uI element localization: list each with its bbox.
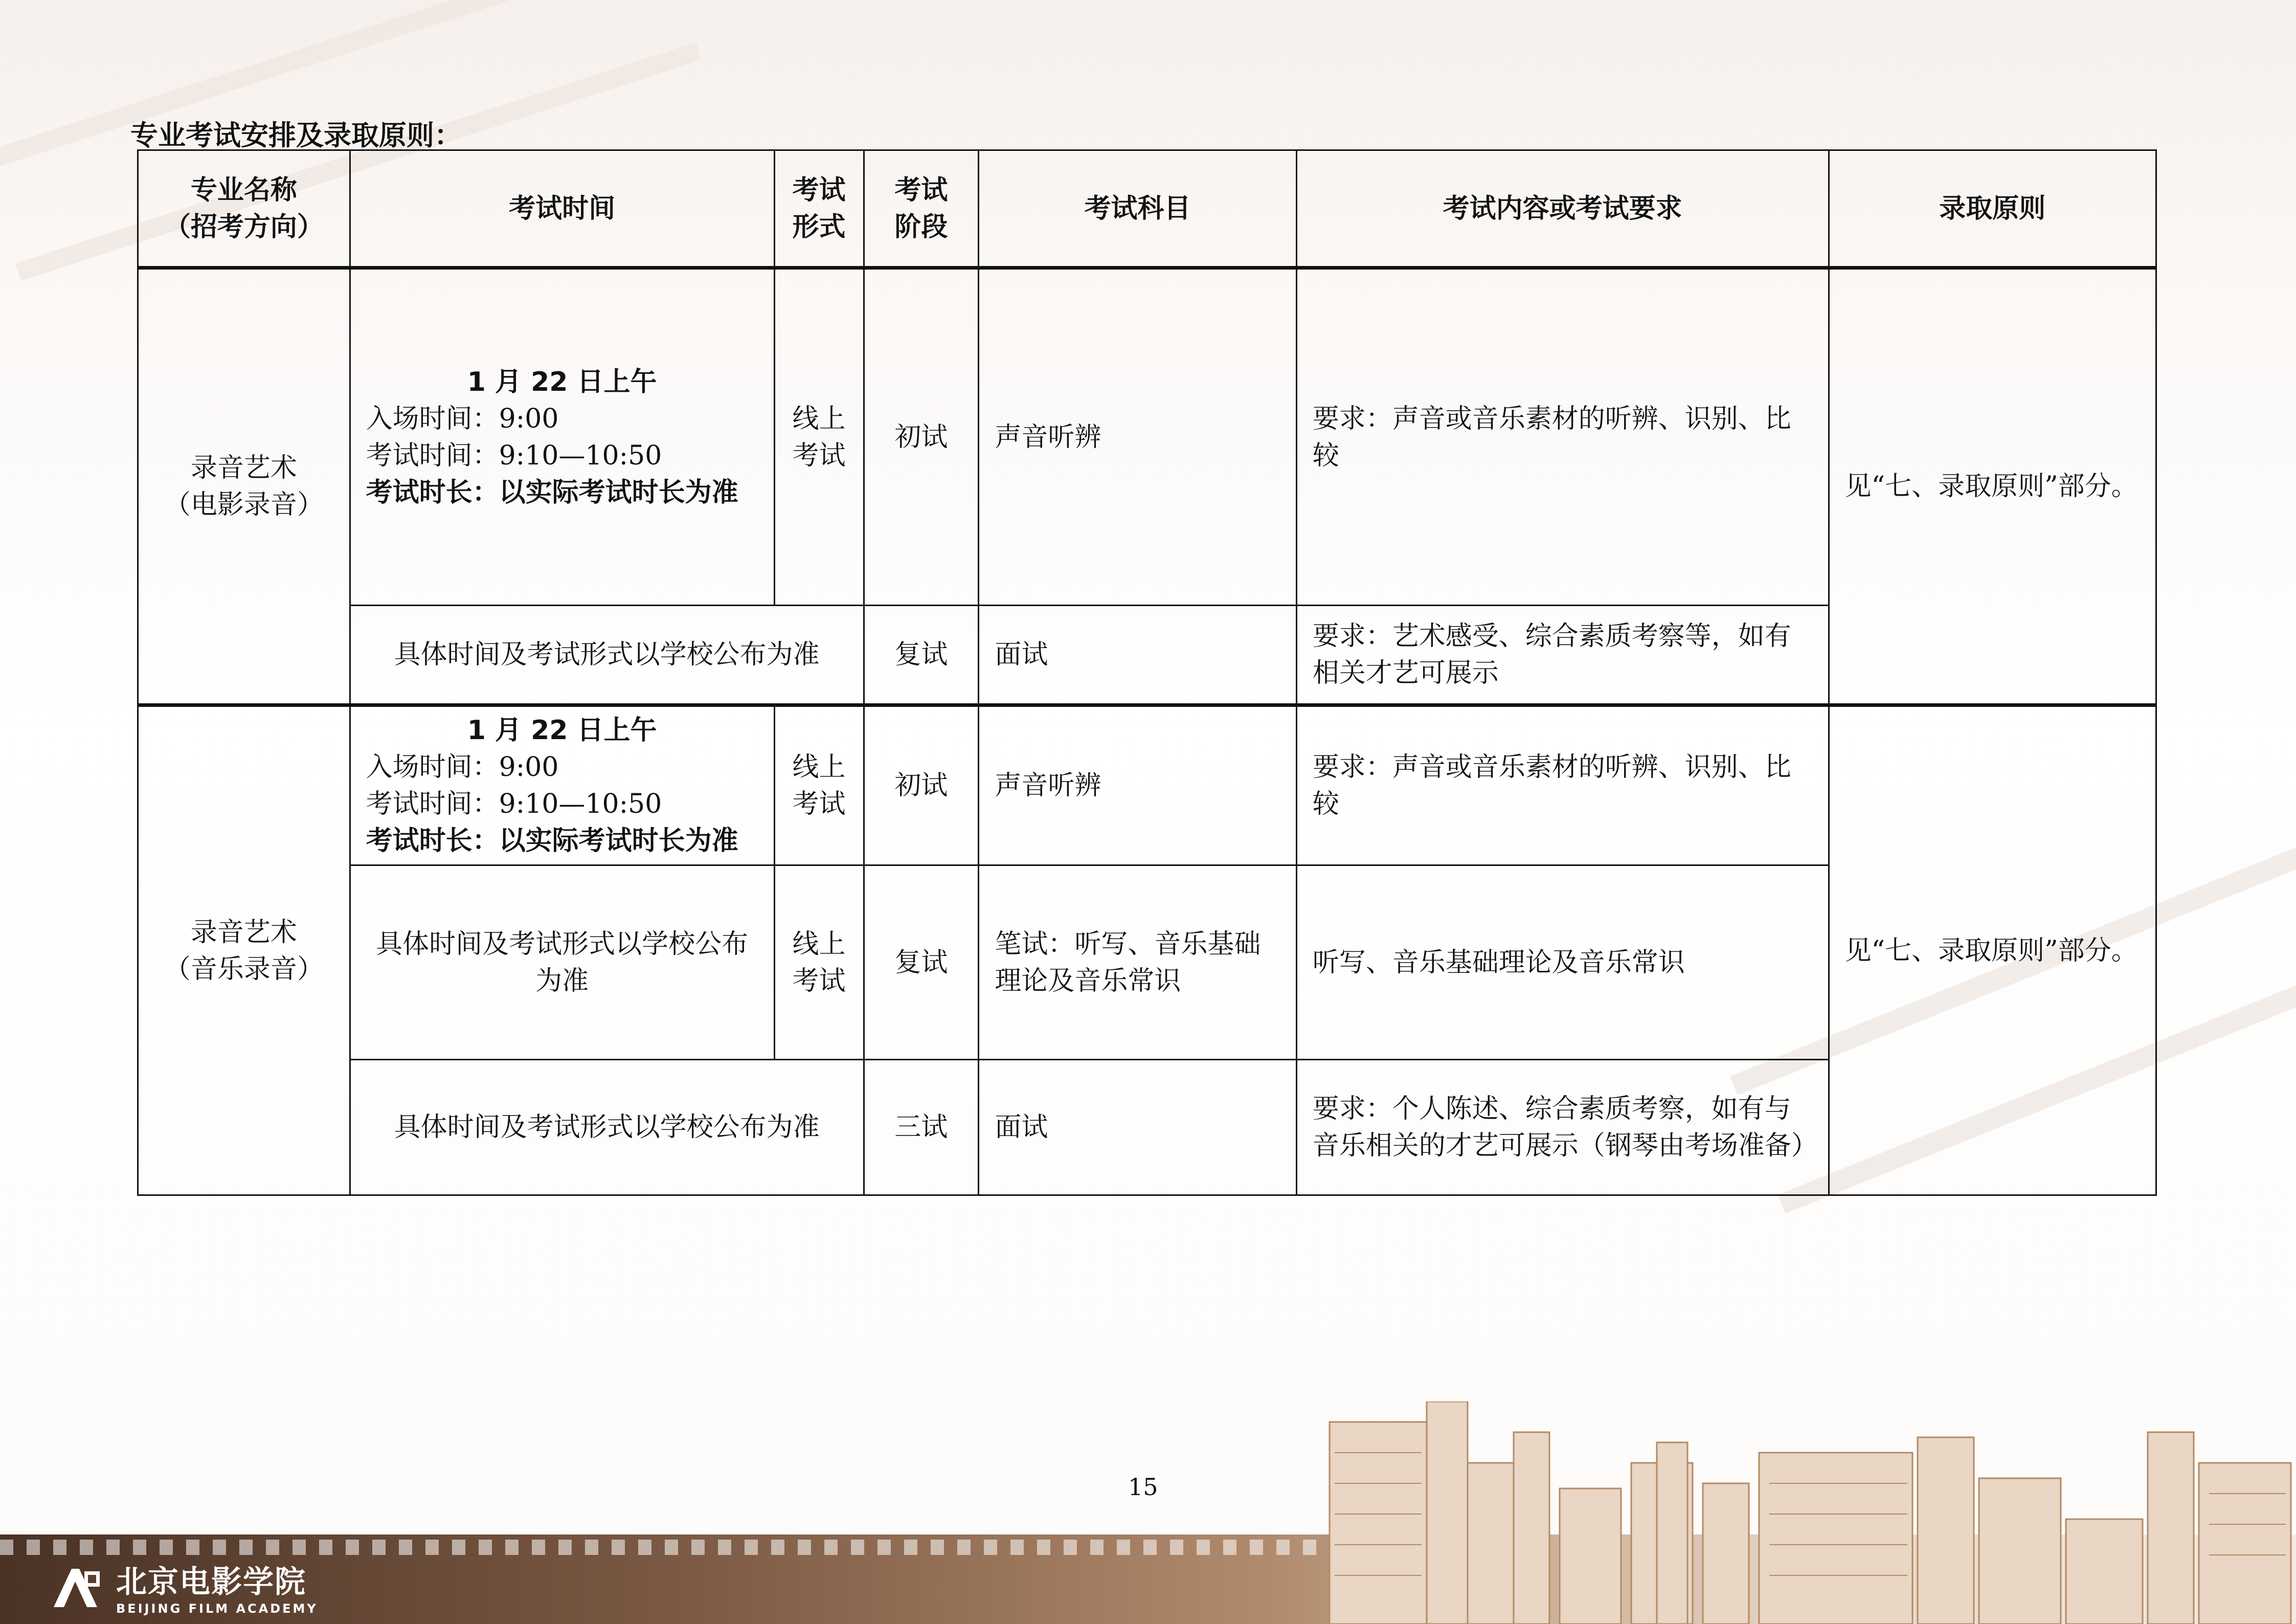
footer-film-holes	[0, 1540, 1330, 1555]
section-heading: 专业考试安排及录取原则：	[130, 119, 462, 151]
music-third-content: 要求：个人陈述、综合素质考察，如有与音乐相关的才艺可展示（钢琴由考场准备）	[1296, 1060, 1829, 1195]
music-third-stage: 三试	[864, 1060, 979, 1195]
film-second-stage: 复试	[864, 606, 979, 705]
exam-schedule-table	[137, 149, 2157, 1196]
music-second-stage: 复试	[864, 865, 979, 1060]
film-first-time: 1 月 22 日上午 入场时间：9:00 考试时间：9:10—10:50 考试时长：以实际考试时长为准	[350, 268, 774, 606]
music-first-subject: 声音听辨	[979, 705, 1296, 865]
music-third-subject: 面试	[979, 1060, 1296, 1195]
film-second-content: 要求：艺术感受、综合素质考察等，如有相关才艺可展示	[1296, 606, 1829, 705]
header-content: 考试内容或考试要求	[1296, 150, 1829, 268]
header-stage: 考试 阶段	[864, 150, 979, 268]
page-number: 15	[1128, 1473, 1158, 1501]
music-first-form: 线上 考试	[774, 705, 864, 865]
film-first-content: 要求：声音或音乐素材的听辨、识别、比较	[1296, 268, 1829, 606]
table-header-row	[138, 150, 2156, 268]
header-admission: 录取原则	[1829, 150, 2156, 268]
film-admission: 见“七、录取原则”部分。	[1829, 268, 2156, 705]
music-third-time: 具体时间及考试形式以学校公布为准	[350, 1060, 864, 1195]
logo-english-name: BEIJING FILM ACADEMY	[116, 1601, 318, 1616]
logo-chinese-name: 北京电影学院	[116, 1564, 306, 1600]
film-second-subject: 面试	[979, 606, 1296, 705]
film-academy-emblem-icon	[49, 1564, 105, 1610]
film-first-subject: 声音听辨	[979, 268, 1296, 606]
major-film: 录音艺术 （电影录音）	[138, 268, 350, 705]
music-first-time: 1 月 22 日上午 入场时间：9:00 考试时间：9:10—10:50 考试时长：以实际考试时长为准	[350, 705, 774, 865]
skyline-illustration	[1319, 1401, 2296, 1624]
header-form: 考试 形式	[774, 150, 864, 268]
music-second-subject: 笔试：听写、音乐基础理论及音乐常识	[979, 865, 1296, 1060]
header-time: 考试时间	[350, 150, 774, 268]
academy-logo	[49, 1558, 318, 1616]
film-second-time: 具体时间及考试形式以学校公布为准	[350, 606, 864, 705]
film-first-stage: 初试	[864, 268, 979, 606]
music-first-content: 要求：声音或音乐素材的听辨、识别、比较	[1296, 705, 1829, 865]
music-second-form: 线上 考试	[774, 865, 864, 1060]
music-second-content: 听写、音乐基础理论及音乐常识	[1296, 865, 1829, 1060]
music-second-time: 具体时间及考试形式以学校公布为准	[350, 865, 774, 1060]
music-first-stage: 初试	[864, 705, 979, 865]
film-first-form: 线上 考试	[774, 268, 864, 606]
table-row	[138, 705, 2156, 865]
major-music: 录音艺术 （音乐录音）	[138, 705, 350, 1195]
header-subject: 考试科目	[979, 150, 1296, 268]
header-major: 专业名称 （招考方向）	[138, 150, 350, 268]
music-admission: 见“七、录取原则”部分。	[1829, 705, 2156, 1195]
table-row	[138, 268, 2156, 606]
